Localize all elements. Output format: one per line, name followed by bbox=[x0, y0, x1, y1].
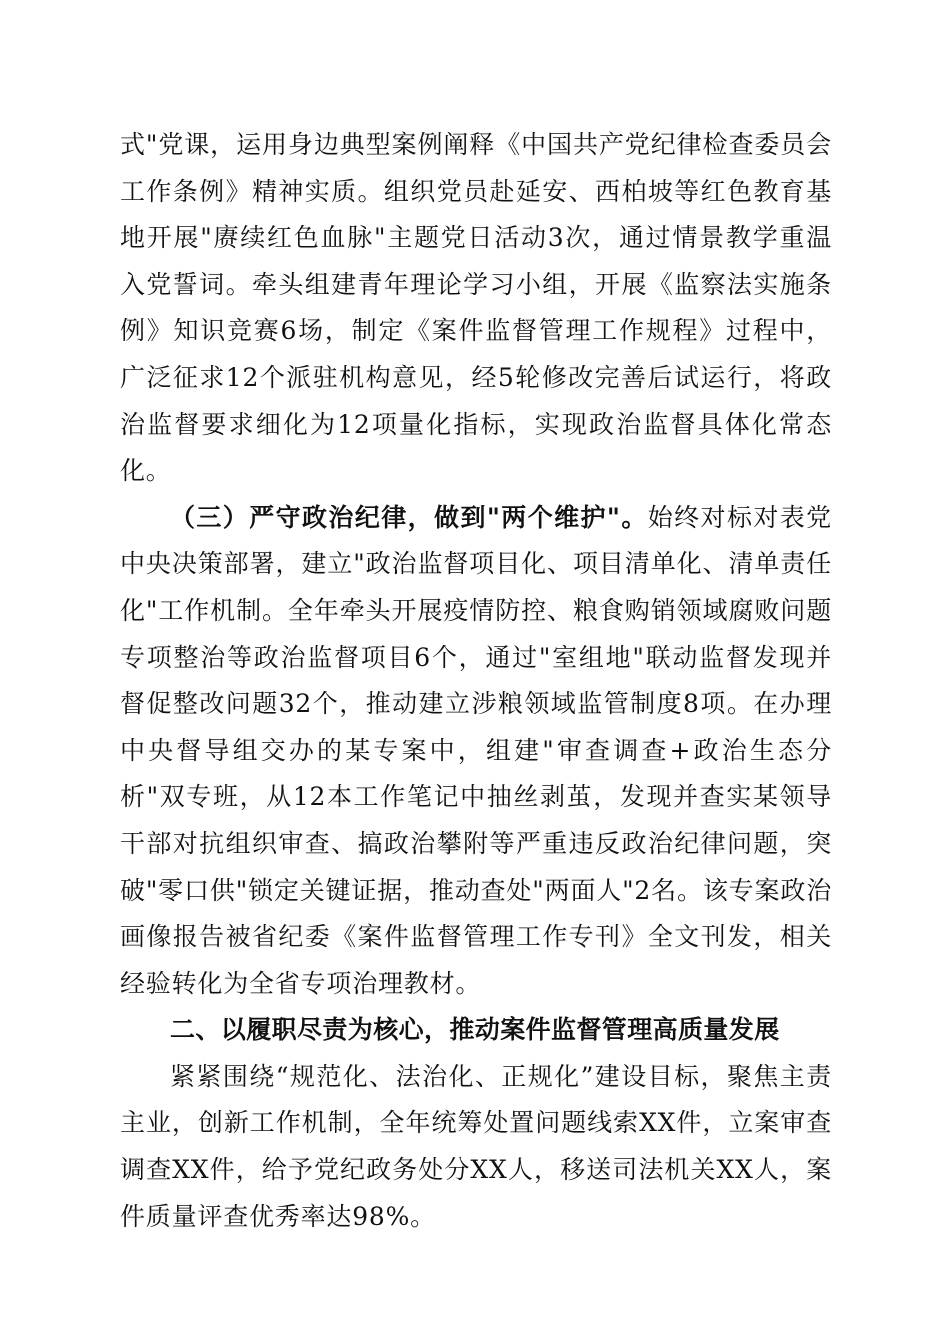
paragraph-political-discipline bbox=[120, 495, 832, 1008]
section-heading: 二、以履职尽责为核心，推动案件监督管理高质量发展 bbox=[170, 1015, 780, 1045]
paragraph-political-education: 式"党课，运用身边典型案例阐释《中国共产党纪律检查委员会工作条例》精神实质。组织党员赴延安、西柏坡等红色教育基地开展"赓续红色血脉"主题党日活动3次，通过情景教学重温入党誓词。牵头组建青年理论学习小组，开展《监察法实施条例》知识竞赛6场，制定《案件监督管理工作规程》过程中，广泛征求12个派驻机构意见，经5轮修改完善后试运行，将政治监督要求细化为12项量化指标，实现政治监督具体化常态化。 bbox=[120, 130, 832, 486]
paragraph-case-supervision: 紧紧围绕“规范化、法治化、正规化”建设目标，聚焦主责主业，创新工作机制，全年统筹处置问题线索XX件，立案审查调查XX件，给予党纪政务处分XX人，移送司法机关XX人，案件质量评查优秀率达98%。 bbox=[120, 1061, 832, 1231]
document-body bbox=[120, 122, 832, 1240]
paragraph-political-discipline-body: 始终对标对表党中央决策部署，建立"政治监督项目化、项目清单化、清单责任化"工作机制。全年牵头开展疫情防控、粮食购销领域腐败问题专项整治等政治监督项目6个，通过"室组地"联动监督发现并督促整改问题32个，推动建立涉粮领域监管制度8项。在办理中央督导组交办的某专案中，组建"审查调查+政治生态分析"双专班，从12本工作笔记中抽丝剥茧，发现并查实某领导干部对抗组织审查、搞政治攀附等严重违反政治纪律问题，突破"零口供"锁定关键证据，推动查处"两面人"2名。该专案政治画像报告被省纪委《案件监督管理工作专刊》全文刊发，相关经验转化为全省专项治理教材。 bbox=[120, 502, 832, 998]
subsection-heading: （三）严守政治纪律，做到"两个维护"。 bbox=[170, 502, 648, 532]
